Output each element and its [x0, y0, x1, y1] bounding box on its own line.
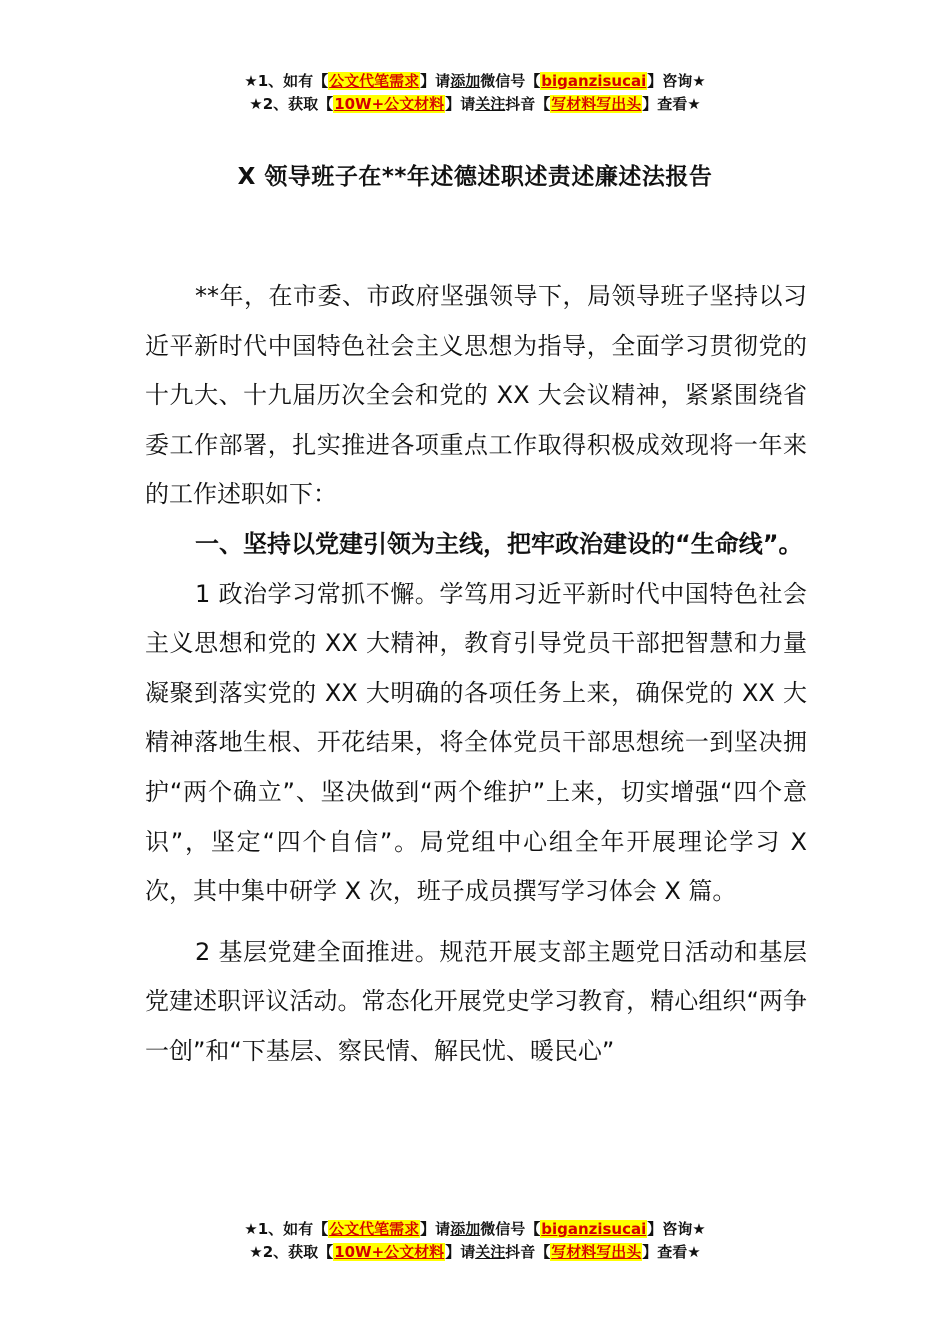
highlight-service: 公文代笔需求 [329, 72, 420, 90]
banner-line-2 [0, 93, 950, 116]
banner-line-1 [0, 70, 950, 93]
banner-text: 】咨询★ [647, 1220, 706, 1238]
banner-text: ★2、获取【 [249, 1243, 334, 1261]
banner-text: 添加 [450, 1220, 481, 1238]
banner-text: 微信号【 [480, 72, 541, 90]
banner-text: 】请 [445, 95, 476, 113]
document-body [145, 272, 807, 1077]
highlight-service: 公文代笔需求 [329, 1220, 420, 1238]
highlight-douyin-account: 写材料写出头 [551, 1243, 642, 1261]
banner-text: 添加 [450, 72, 481, 90]
banner-text: ★2、获取【 [249, 95, 334, 113]
banner-line-2 [0, 1241, 950, 1264]
highlight-wechat-id: biganzisucai [541, 1220, 647, 1238]
banner-text: 】查看★ [642, 1243, 701, 1261]
banner-text: 】咨询★ [647, 72, 706, 90]
document-title: X 领导班子在**年述德述职述责述廉述法报告 [237, 164, 713, 190]
banner-text: 】请 [420, 1220, 451, 1238]
banner-text: 关注 [475, 95, 506, 113]
paragraph-political-study: 1 政治学习常抓不懈。学笃用习近平新时代中国特色社会主义思想和党的 XX 大精神，教育引导党员干部把智慧和力量凝聚到落实党的 XX 大明确的各项任务上来，确保党的 XX 大精神落地生根、开花结果，将全体党员干部思想统一到坚决拥护“两个确立”、坚决做到“两个维护”上来，切实增强“四个意识”，坚定“四个自信”。局党组中心组全年开展理论学习 X 次，其中集中研学 X 次，班子成员撰写学习体会 X 篇。 [145, 579, 807, 906]
paragraph-grassroots-party-building: 2 基层党建全面推进。规范开展支部主题党日活动和基层党建述职评议活动。常态化开展党史学习教育，精心组织“两争一创”和“下基层、察民情、解民忧、暖民心” [145, 937, 807, 1065]
highlight-douyin-account: 写材料写出头 [551, 95, 642, 113]
banner-text: 】查看★ [642, 95, 701, 113]
banner-text: 关注 [475, 1243, 506, 1261]
banner-text: 】请 [420, 72, 451, 90]
highlight-materials: 10W+公文材料 [334, 1243, 445, 1261]
banner-text: 抖音【 [505, 1243, 551, 1261]
footer-banner [0, 1218, 950, 1264]
banner-line-1 [0, 1218, 950, 1241]
banner-text: 】请 [445, 1243, 476, 1261]
highlight-materials: 10W+公文材料 [334, 95, 445, 113]
banner-text: ★1、如有【 [244, 72, 329, 90]
intro-paragraph: **年，在市委、市政府坚强领导下，局领导班子坚持以习近平新时代中国特色社会主义思想为指导，全面学习贯彻党的十九大、十九届历次全会和党的 XX 大会议精神，紧紧围绕省委工作部署，扎实推进各项重点工作取得积极成效现将一年来的工作述职如下： [145, 282, 807, 509]
header-banner [0, 70, 950, 116]
highlight-wechat-id: biganzisucai [541, 72, 647, 90]
section-heading-1: 一、坚持以党建引领为主线，把牢政治建设的“生命线”。 [195, 529, 803, 558]
banner-text: ★1、如有【 [244, 1220, 329, 1238]
banner-text: 抖音【 [505, 95, 551, 113]
banner-text: 微信号【 [480, 1220, 541, 1238]
